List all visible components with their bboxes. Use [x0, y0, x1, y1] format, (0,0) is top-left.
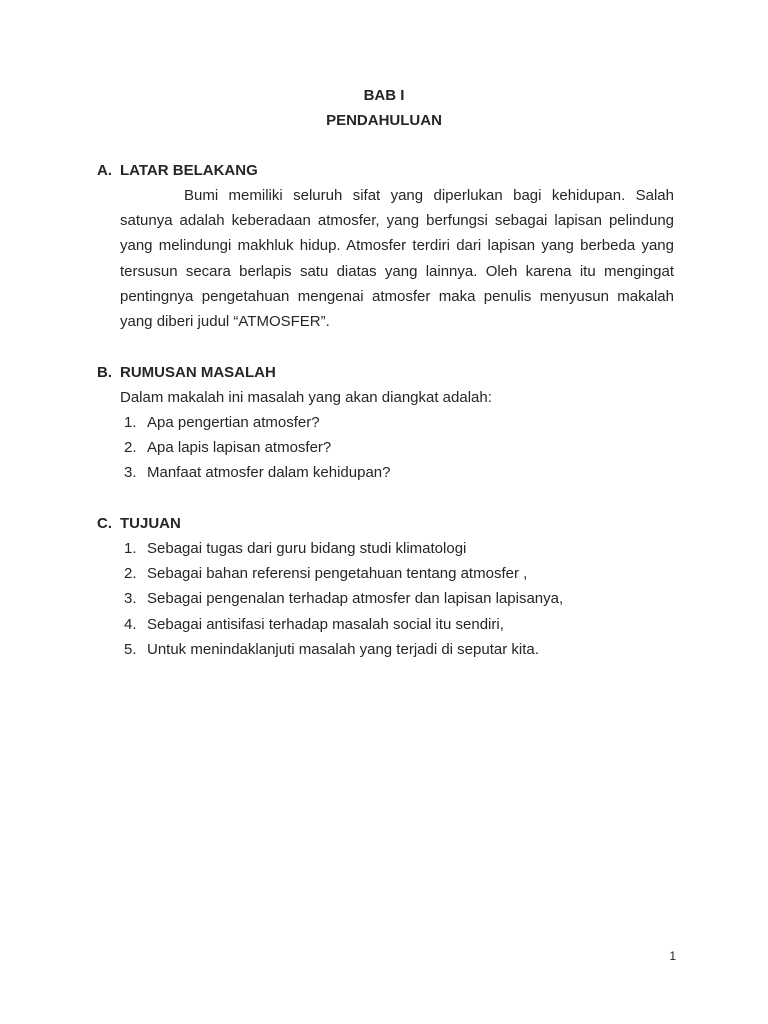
list-item-text: Sebagai antisifasi terhadap masalah social itu sendiri, [147, 615, 504, 633]
list-item [124, 641, 563, 666]
list-item-number: 4. [124, 615, 137, 633]
section-b-list [124, 414, 390, 490]
section-b-letter: B. [97, 364, 112, 381]
list-item [124, 590, 563, 615]
list-item-text: Apa lapis lapisan atmosfer? [147, 439, 332, 457]
chapter-title: PENDAHULUAN [326, 112, 442, 129]
page-number: 1 [669, 949, 676, 963]
list-item-number: 2. [124, 565, 137, 583]
list-item-text: Manfaat atmosfer dalam kehidupan? [147, 464, 391, 482]
list-item-text: Untuk menindaklanjuti masalah yang terjadi di seputar kita. [147, 640, 539, 658]
list-item [124, 439, 390, 464]
section-c-heading [97, 515, 181, 533]
section-a-title: LATAR BELAKANG [120, 162, 258, 179]
list-item [124, 565, 563, 590]
list-item-text: Sebagai bahan referensi pengetahuan tentang atmosfer , [147, 565, 528, 583]
list-item [124, 540, 563, 565]
list-item-number: 3. [124, 590, 137, 608]
list-item-text: Sebagai tugas dari guru bidang studi klimatologi [147, 540, 467, 557]
list-item-text: Apa pengertian atmosfer? [147, 414, 320, 431]
section-c-letter: C. [97, 515, 112, 532]
list-item-number: 3. [124, 464, 137, 482]
section-c-title: TUJUAN [120, 515, 181, 532]
section-a-paragraph: Bumi memiliki seluruh sifat yang diperlukan bagi kehidupan. Salah satunya adalah keberadaan atmosfer, yang berfungsi sebagai lapisan pelindung yang melindungi makhluk hidup. Atmosfer terdiri dari lapisan yang berbeda yang tersusun secara berlapis satu diatas yang lainnya. Oleh karena itu mengingat pentingnya pengetahuan mengenai atmosfer maka penulis menyusun makalah yang diberi judul “ATMOSFER”. [120, 187, 674, 331]
section-c-list [124, 540, 563, 666]
section-a-heading [97, 162, 258, 180]
section-b-heading [97, 364, 276, 382]
section-b-title: RUMUSAN MASALAH [120, 364, 276, 381]
list-item [124, 414, 390, 439]
section-a-letter: A. [97, 162, 112, 179]
list-item-number: 1. [124, 540, 137, 557]
list-item [124, 616, 563, 641]
list-item-number: 1. [124, 414, 137, 431]
list-item [124, 464, 390, 489]
list-item-text: Sebagai pengenalan terhadap atmosfer dan lapisan lapisanya, [147, 590, 564, 608]
list-item-number: 5. [124, 640, 137, 658]
chapter-label: BAB I [363, 87, 405, 104]
section-b-intro: Dalam makalah ini masalah yang akan diangkat adalah: [120, 389, 492, 406]
list-item-number: 2. [124, 439, 137, 457]
